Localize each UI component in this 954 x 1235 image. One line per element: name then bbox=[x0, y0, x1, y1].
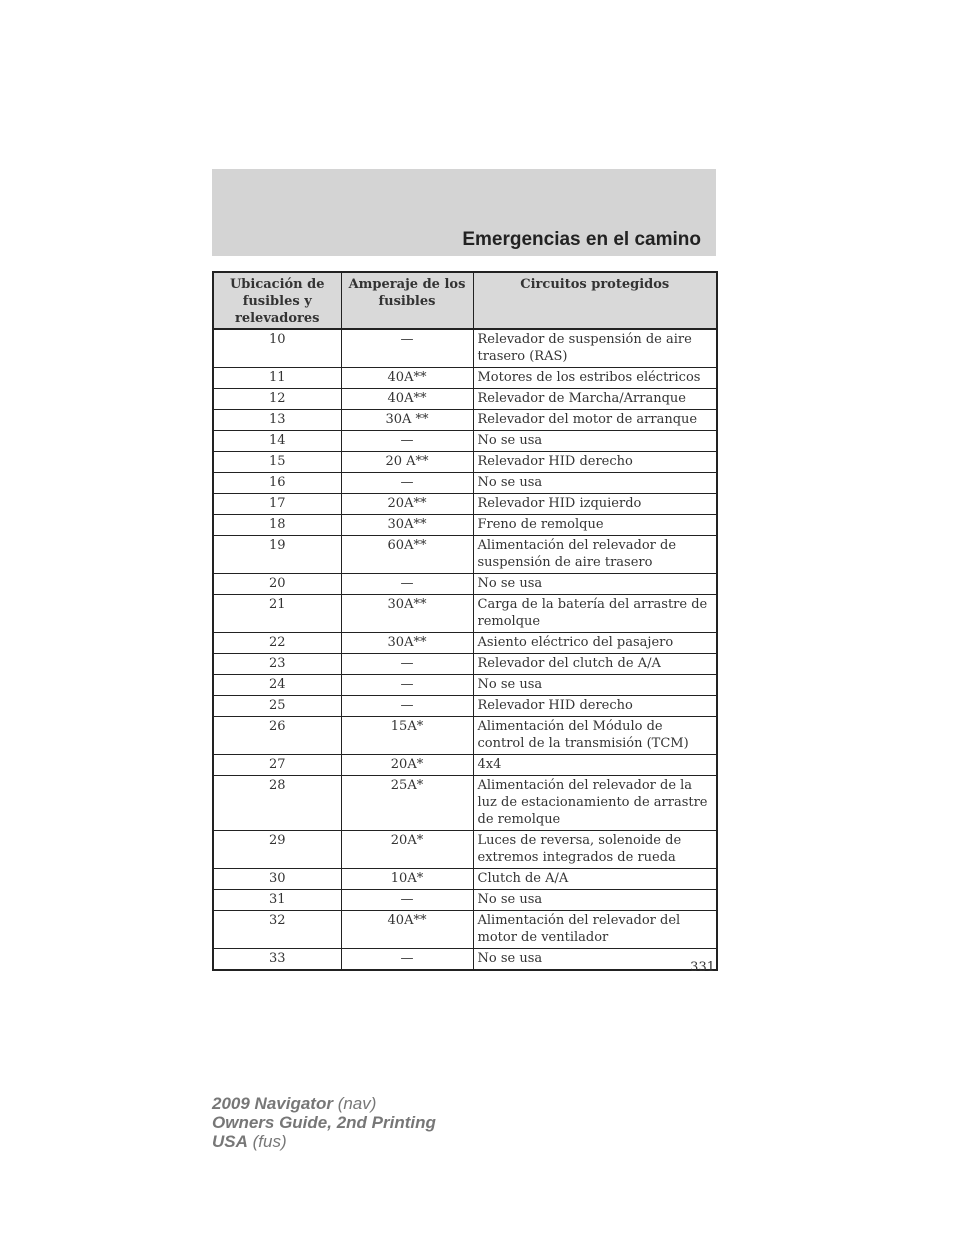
footer-market: USA bbox=[212, 1132, 248, 1151]
table-row bbox=[213, 410, 717, 431]
fuse-amperage-cell: 20A* bbox=[341, 755, 473, 776]
fuse-location-cell: 33 bbox=[213, 949, 341, 971]
footer-model-code: (nav) bbox=[337, 1094, 377, 1113]
fuse-location-cell: 28 bbox=[213, 776, 341, 831]
table-row bbox=[213, 536, 717, 574]
fuse-amperage-cell: — bbox=[341, 654, 473, 675]
protected-circuit-cell: Alimentación del Módulo de control de la transmisión (TCM) bbox=[473, 717, 717, 755]
fuse-location-cell: 10 bbox=[213, 329, 341, 368]
fuse-location-cell: 30 bbox=[213, 869, 341, 890]
fuse-location-cell: 12 bbox=[213, 389, 341, 410]
fuse-location-cell: 19 bbox=[213, 536, 341, 574]
fuse-amperage-cell: — bbox=[341, 574, 473, 595]
table-row bbox=[213, 329, 717, 368]
footer-market-code: (fus) bbox=[252, 1132, 287, 1151]
fuse-location-cell: 13 bbox=[213, 410, 341, 431]
fuse-amperage-cell: 40A** bbox=[341, 911, 473, 949]
fuse-location-cell: 24 bbox=[213, 675, 341, 696]
table-row bbox=[213, 389, 717, 410]
protected-circuit-cell: Relevador de Marcha/Arranque bbox=[473, 389, 717, 410]
fuse-location-cell: 21 bbox=[213, 595, 341, 633]
fuse-amperage-cell: 30A** bbox=[341, 515, 473, 536]
footer-guide: Owners Guide, 2nd Printing bbox=[212, 1113, 436, 1132]
fuse-amperage-cell: 30A ** bbox=[341, 410, 473, 431]
protected-circuit-cell: No se usa bbox=[473, 574, 717, 595]
fuse-amperage-cell: 20A** bbox=[341, 494, 473, 515]
footer-line-guide bbox=[212, 1113, 436, 1132]
fuse-amperage-cell: 30A** bbox=[341, 595, 473, 633]
table-row bbox=[213, 696, 717, 717]
section-title: Emergencias en el camino bbox=[462, 229, 701, 250]
fuse-location-cell: 26 bbox=[213, 717, 341, 755]
footer-model: 2009 Navigator bbox=[212, 1094, 333, 1113]
footer-edition-info bbox=[212, 1094, 436, 1151]
fuse-amperage-cell: 20 A** bbox=[341, 452, 473, 473]
table-row bbox=[213, 949, 717, 971]
fuse-amperage-cell: 60A** bbox=[341, 536, 473, 574]
column-header-amperage: Amperaje de los fusibles bbox=[341, 272, 473, 329]
protected-circuit-cell: Relevador de suspensión de aire trasero (RAS) bbox=[473, 329, 717, 368]
fuse-amperage-cell: — bbox=[341, 890, 473, 911]
fuse-location-cell: 14 bbox=[213, 431, 341, 452]
fuse-location-cell: 11 bbox=[213, 368, 341, 389]
protected-circuit-cell: Clutch de A/A bbox=[473, 869, 717, 890]
fuse-amperage-cell: 20A* bbox=[341, 831, 473, 869]
protected-circuit-cell: Relevador HID derecho bbox=[473, 696, 717, 717]
protected-circuit-cell: Relevador HID derecho bbox=[473, 452, 717, 473]
fuse-location-cell: 29 bbox=[213, 831, 341, 869]
protected-circuit-cell: Carga de la batería del arrastre de remolque bbox=[473, 595, 717, 633]
fuse-location-cell: 18 bbox=[213, 515, 341, 536]
table-row bbox=[213, 431, 717, 452]
fuse-location-cell: 23 bbox=[213, 654, 341, 675]
fuse-location-cell: 16 bbox=[213, 473, 341, 494]
table-row bbox=[213, 831, 717, 869]
fuse-amperage-cell: 30A** bbox=[341, 633, 473, 654]
table-row bbox=[213, 911, 717, 949]
protected-circuit-cell: No se usa bbox=[473, 675, 717, 696]
fuse-table bbox=[212, 271, 718, 971]
fuse-amperage-cell: 40A** bbox=[341, 389, 473, 410]
table-row bbox=[213, 595, 717, 633]
fuse-location-cell: 17 bbox=[213, 494, 341, 515]
table-row bbox=[213, 452, 717, 473]
fuse-amperage-cell: 10A* bbox=[341, 869, 473, 890]
fuse-amperage-cell: — bbox=[341, 696, 473, 717]
protected-circuit-cell: Luces de reversa, solenoide de extremos integrados de rueda bbox=[473, 831, 717, 869]
table-row bbox=[213, 494, 717, 515]
footer-line-model bbox=[212, 1094, 436, 1113]
fuse-amperage-cell: — bbox=[341, 949, 473, 971]
protected-circuit-cell: 4x4 bbox=[473, 755, 717, 776]
section-header-band bbox=[212, 169, 716, 256]
protected-circuit-cell: Freno de remolque bbox=[473, 515, 717, 536]
fuse-location-cell: 31 bbox=[213, 890, 341, 911]
table-row bbox=[213, 654, 717, 675]
table-row bbox=[213, 755, 717, 776]
fuse-amperage-cell: — bbox=[341, 431, 473, 452]
protected-circuit-cell: Relevador del motor de arranque bbox=[473, 410, 717, 431]
column-header-location: Ubicación de fusibles y relevadores bbox=[213, 272, 341, 329]
table-body bbox=[213, 329, 717, 970]
table-row bbox=[213, 633, 717, 654]
page-number: 331 bbox=[690, 960, 715, 975]
protected-circuit-cell: Alimentación del relevador de la luz de estacionamiento de arrastre de remolque bbox=[473, 776, 717, 831]
protected-circuit-cell: No se usa bbox=[473, 431, 717, 452]
fuse-location-cell: 25 bbox=[213, 696, 341, 717]
protected-circuit-cell: Alimentación del relevador de suspensión de aire trasero bbox=[473, 536, 717, 574]
table-row bbox=[213, 675, 717, 696]
protected-circuit-cell: No se usa bbox=[473, 949, 717, 971]
protected-circuit-cell: Relevador del clutch de A/A bbox=[473, 654, 717, 675]
fuse-amperage-cell: — bbox=[341, 473, 473, 494]
fuse-location-cell: 20 bbox=[213, 574, 341, 595]
table-row bbox=[213, 574, 717, 595]
fuse-location-cell: 22 bbox=[213, 633, 341, 654]
table-row bbox=[213, 473, 717, 494]
fuse-location-cell: 15 bbox=[213, 452, 341, 473]
table-row bbox=[213, 776, 717, 831]
protected-circuit-cell: No se usa bbox=[473, 890, 717, 911]
protected-circuit-cell: Alimentación del relevador del motor de ventilador bbox=[473, 911, 717, 949]
table-header-row bbox=[213, 272, 717, 329]
table-row bbox=[213, 717, 717, 755]
footer-line-market bbox=[212, 1132, 436, 1151]
column-header-circuits: Circuitos protegidos bbox=[473, 272, 717, 329]
table-row bbox=[213, 368, 717, 389]
fuse-amperage-cell: — bbox=[341, 329, 473, 368]
protected-circuit-cell: No se usa bbox=[473, 473, 717, 494]
fuse-amperage-cell: — bbox=[341, 675, 473, 696]
fuse-location-cell: 32 bbox=[213, 911, 341, 949]
fuse-location-cell: 27 bbox=[213, 755, 341, 776]
protected-circuit-cell: Asiento eléctrico del pasajero bbox=[473, 633, 717, 654]
table-row bbox=[213, 515, 717, 536]
fuse-amperage-cell: 40A** bbox=[341, 368, 473, 389]
table-row bbox=[213, 869, 717, 890]
fuse-amperage-cell: 15A* bbox=[341, 717, 473, 755]
fuse-amperage-cell: 25A* bbox=[341, 776, 473, 831]
protected-circuit-cell: Relevador HID izquierdo bbox=[473, 494, 717, 515]
table-row bbox=[213, 890, 717, 911]
protected-circuit-cell: Motores de los estribos eléctricos bbox=[473, 368, 717, 389]
